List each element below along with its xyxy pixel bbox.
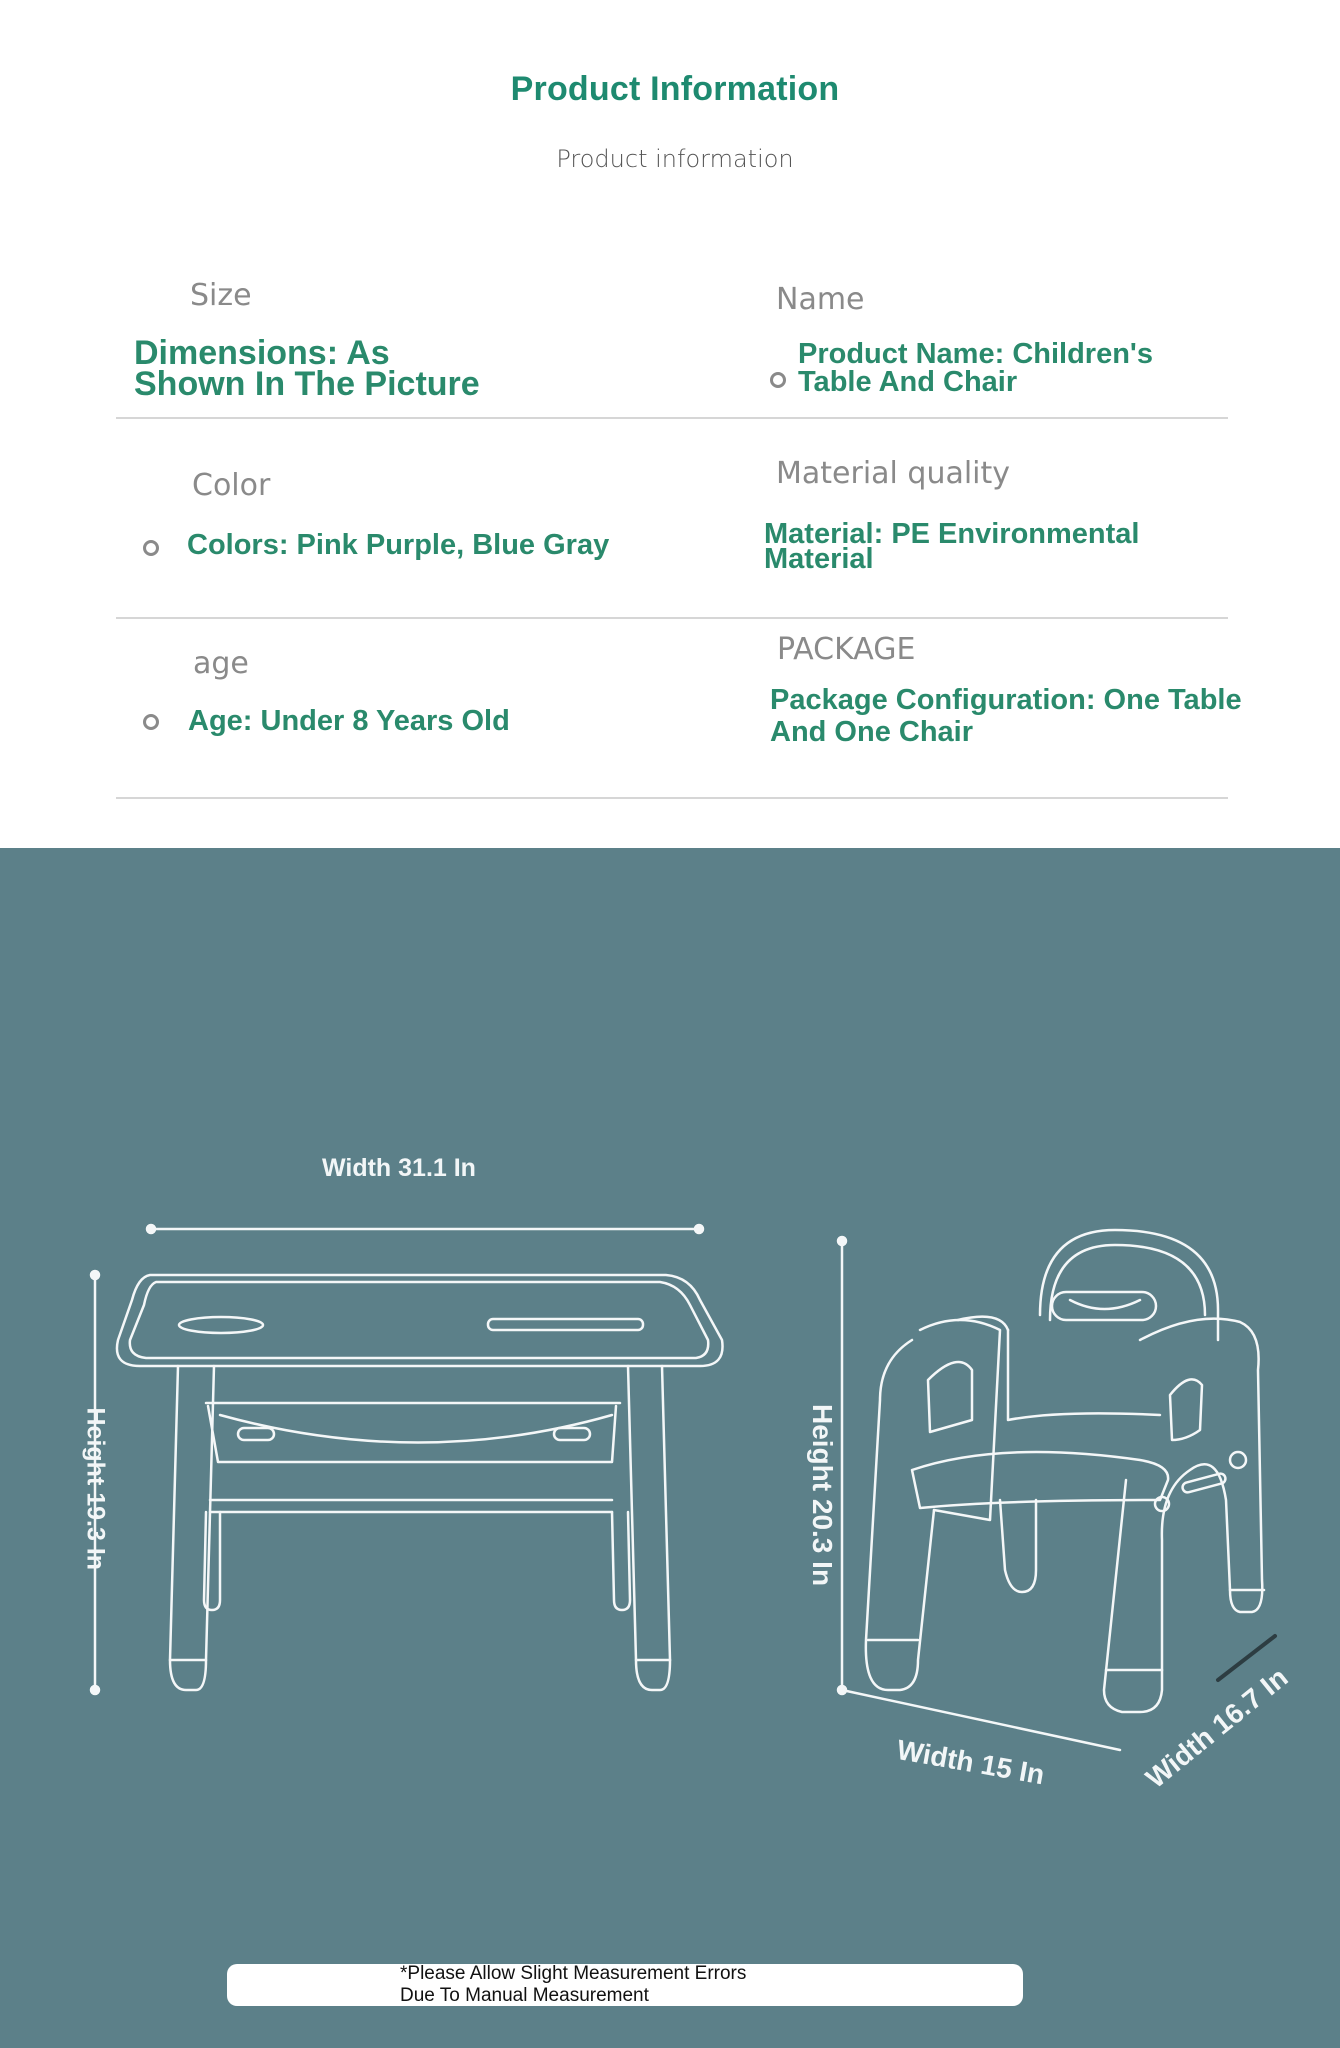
name-value-line1: Product Name: Children's xyxy=(798,338,1153,370)
table-width-endpoint-right xyxy=(695,1225,703,1233)
material-label: Material quality xyxy=(776,456,1011,491)
size-value-line2: Shown In The Picture xyxy=(134,365,480,403)
name-value-line2: Table And Chair xyxy=(798,366,1018,398)
chair-height-label: Height 20.3 In xyxy=(807,1404,838,1587)
package-value-line2: And One Chair xyxy=(770,716,974,748)
material-value-line1: Material: PE Environmental xyxy=(764,518,1140,550)
color-value: Colors: Pink Purple, Blue Gray xyxy=(187,529,610,561)
table-outline xyxy=(117,1275,723,1690)
table-width-endpoint-left xyxy=(147,1225,155,1233)
package-label: PACKAGE xyxy=(777,632,916,667)
chair-outline xyxy=(866,1230,1264,1712)
material-value-line2: Material xyxy=(764,543,874,575)
chair-width-line xyxy=(842,1690,1120,1750)
chair-depth-label: Width 16.7 In xyxy=(1140,1661,1294,1795)
size-label: Size xyxy=(190,278,252,313)
chair-width-label: Width 15 In xyxy=(894,1734,1047,1791)
table-width-label: Width 31.1 In xyxy=(322,1154,476,1182)
measurement-note xyxy=(400,1963,746,2007)
package-value-line1: Package Configuration: One Table xyxy=(770,684,1242,716)
name-label: Name xyxy=(776,282,865,317)
color-label: Color xyxy=(192,468,271,503)
table-height-label: Height 19.3 In xyxy=(81,1407,110,1571)
measurement-note-line2: Due To Manual Measurement xyxy=(400,1985,649,2006)
age-value: Age: Under 8 Years Old xyxy=(188,705,510,737)
page-title: Product Information xyxy=(510,70,840,108)
age-label: age xyxy=(193,646,249,681)
size-value-line1: Dimensions: As xyxy=(134,334,390,372)
measurement-note-line1: *Please Allow Slight Measurement Errors xyxy=(400,1963,747,1984)
page-subtitle: Product information xyxy=(556,145,794,173)
